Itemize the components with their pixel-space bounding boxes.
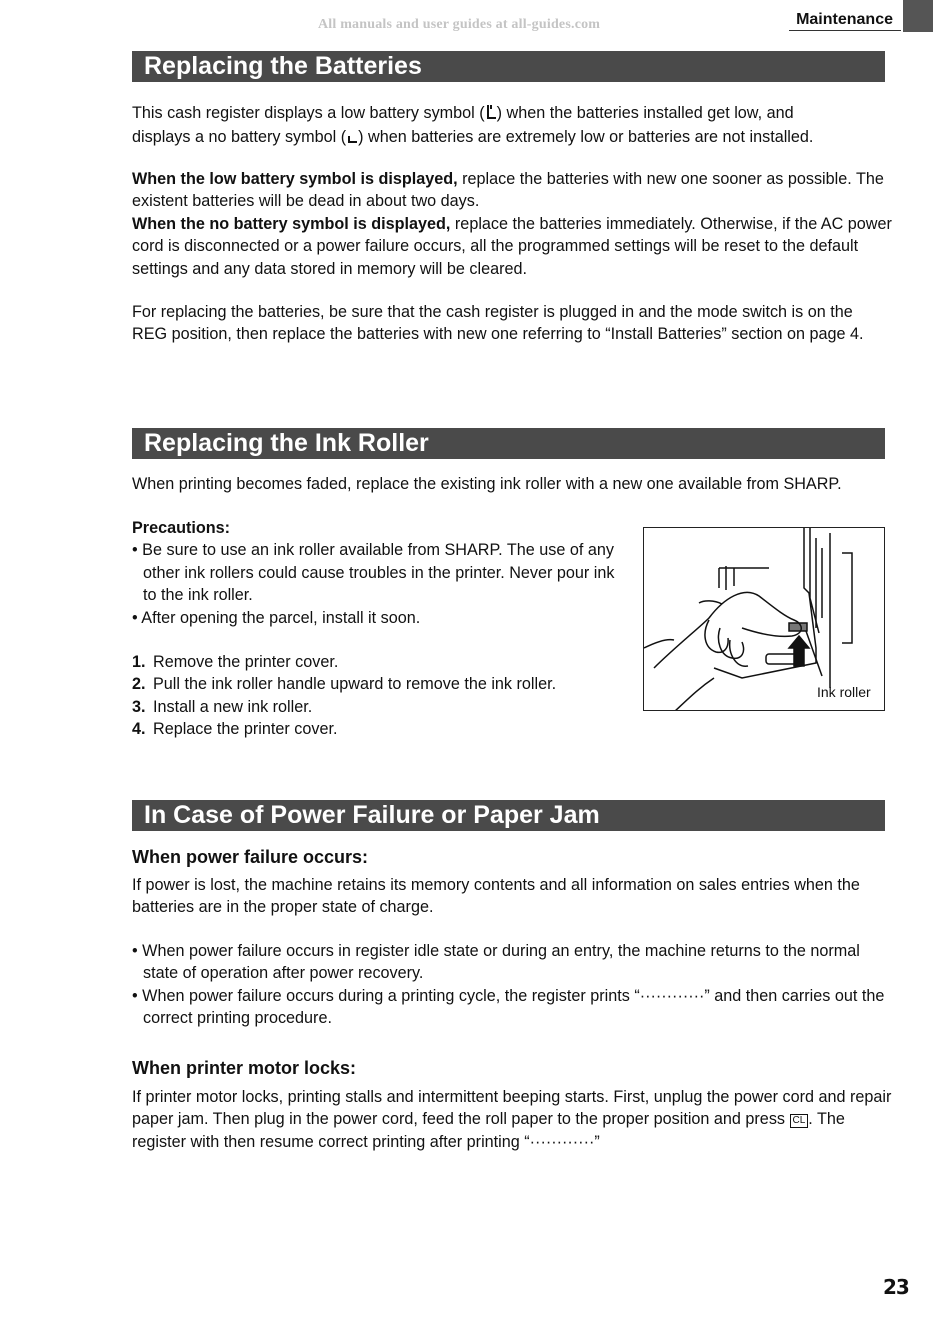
step-item: 1. Remove the printer cover. — [132, 653, 339, 672]
step-item: 2. Pull the ink roller handle upward to remove the ink roller. — [132, 675, 557, 694]
low-battery-paragraph: When the low battery symbol is displayed, replace the batteries with new one sooner as possible. The existent batteries will be dead in about two days. When the no battery symbol is displayed, replace the batteries immediately. Otherwise, if the AC power cord is disconnected or a power failure occurs, all the programmed settings will be reset to the default settings and any data stored in memory will be cleared. — [132, 170, 892, 278]
page-number: 23 — [883, 1275, 909, 1299]
subheading-motor-locks: When printer motor locks: — [132, 1058, 357, 1078]
cl-key-icon: CL — [790, 1114, 809, 1128]
step-item: 3. Install a new ink roller. — [132, 697, 313, 716]
heading-power-failure: In Case of Power Failure or Paper Jam — [132, 800, 885, 831]
power-bullet-item: • When power failure occurs during a printing cycle, the register prints “············” and then carries out the correct printing procedure. — [132, 986, 885, 1028]
heading-replacing-ink-roller: Replacing the Ink Roller — [132, 428, 885, 459]
ink-roller-label: Ink roller — [817, 684, 871, 700]
section-tab-block — [903, 0, 933, 32]
precaution-item: • Be sure to use an ink roller available from SHARP. The use of any other ink rollers could cause troubles in the printer. Never pour ink to the ink roller. — [132, 541, 615, 605]
power-failure-bullets — [132, 940, 892, 1030]
low-battery-icon — [485, 104, 497, 126]
batteries-intro: This cash register displays a low battery symbol ( ) when the batteries installed get low, and displays a no battery symbol ( ) when batteries are extremely low or batteries are not installed. — [132, 102, 892, 151]
precaution-item: • After opening the parcel, install it soon. — [132, 608, 421, 627]
subheading-power-failure: When power failure occurs: — [132, 847, 369, 867]
ink-roller-figure — [643, 527, 885, 711]
power-bullet-item: • When power failure occurs in register idle state or during an entry, the machine returns to the normal state of operation after power recovery. — [132, 942, 860, 983]
no-battery-icon — [346, 128, 358, 150]
section-tag: Maintenance — [789, 9, 901, 31]
watermark: All manuals and user guides at all-guides.com — [318, 17, 601, 32]
ink-intro: When printing becomes faded, replace the existing ink roller with a new one available from SHARP. — [132, 475, 842, 493]
motor-locks-paragraph: If printer motor locks, printing stalls and intermittent beeping starts. First, unplug the power cord and repair paper jam. Then plug in the power cord, feed the roll paper to the proper position and press CL . The register with then resume correct printing after printing “············” — [132, 1088, 892, 1151]
step-item: 4. Replace the printer cover. — [132, 720, 338, 739]
precautions-label: Precautions: — [132, 519, 231, 537]
precautions-block — [132, 517, 622, 741]
power-failure-paragraph: If power is lost, the machine retains its memory contents and all information on sales entries when the batteries are in the proper state of charge. — [132, 876, 860, 917]
heading-replacing-batteries: Replacing the Batteries — [132, 51, 885, 82]
replace-batteries-paragraph: For replacing the batteries, be sure that the cash register is plugged in and the mode switch is on the REG position, then replace the batteries with new one referring to “Install Batteries” section on page 4. — [132, 303, 864, 344]
